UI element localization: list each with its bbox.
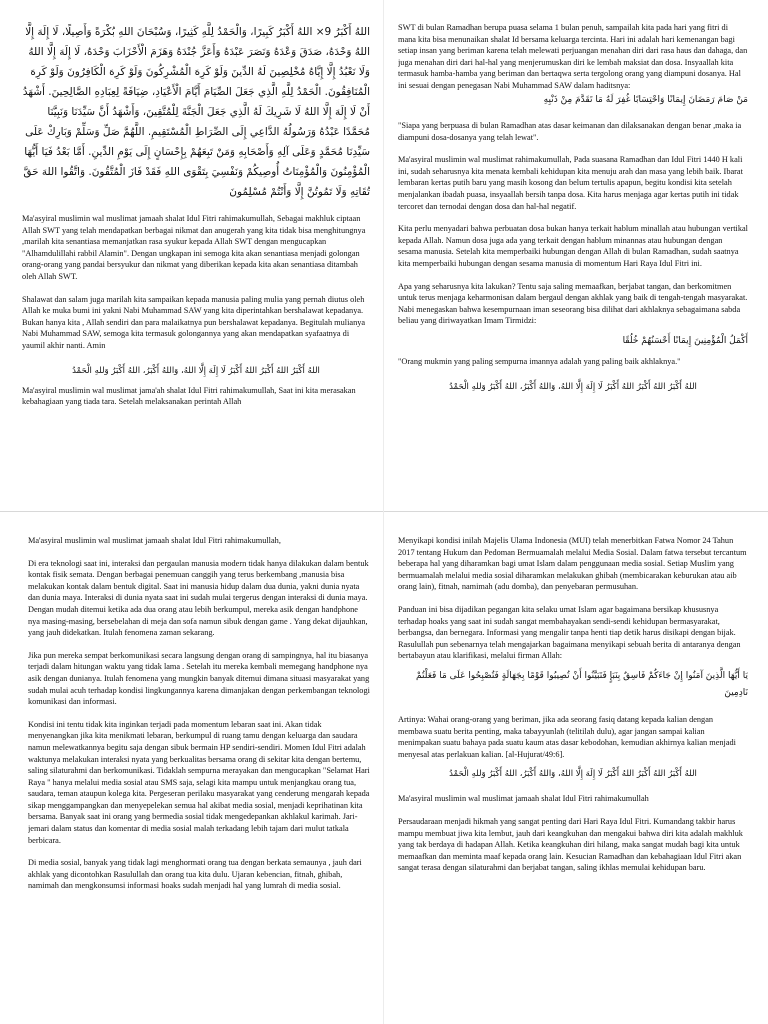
arabic-opening-takbir: اللهُ أَكْبَرُ 9× اللهُ أَكْبَرُ كَبِيرًا، وَالْحَمْدُ لِلَّهِ كَثِيرًا، وَسُبْحَانَ اللهِ بُكْرَةً وَأَصِيلًا، لَا إِلَهَ إِلَّا اللهُ وَحْدَهُ، صَدَقَ وَعْدَهُ وَنَصَرَ عَبْدَهُ وَأَعَزَّ جُنْدَهُ وَهَزَمَ الْأَحْزَابَ وَحْدَهُ، لَا إِلَهَ إِلَّا اللهُ وَلَا نَعْبُدُ إِلَّا إِيَّاهُ مُخْلِصِينَ لَهُ الدِّينَ وَلَوْ كَرِهَ الْمُشْرِكُونَ وَلَوْ كَرِهَ الْكَافِرُونَ وَلَوْ كَرِهَ الْمُنَافِقُونَ. الْحَمْدُ لِلَّهِ الَّذِي جَعَلَ الصِّيَامَ أَيَّامَ الْأَعْيَادِ، ضِيَافَةً لِعِبَادِهِ الصَّالِحِينَ. أَشْهَدُ أَنْ لَا إِلَهَ إِلَّا اللهُ لَا شَرِيكَ لَهُ الَّذِي جَعَلَ الْجَنَّةَ لِلْمُتَّقِينَ، وَأَشْهَدُ أَنَّ سَيِّدَنَا وَنَبِيَّنَا مُحَمَّدًا عَبْدُهُ وَرَسُولُهُ الدَّاعِي إِلَى الصِّرَاطِ الْمُسْتَقِيمِ. اللَّهُمَّ صَلِّ وَسَلِّمْ وَبَارِكْ عَلَى سَيِّدِنَا مُحَمَّدٍ وَعَلَى آلِهِ وَأَصْحَابِهِ وَمَنْ تَبِعَهُمْ بِإِحْسَانٍ إِلَى يَوْمِ الدِّينِ. أَمَّا بَعْدُ فَيَا أَيُّهَا الْمُؤْمِنُونَ وَالْمُؤْمِنَاتُ أُوصِيكُمْ وَنَفْسِيَ بِتَقْوَى اللهِ فَقَدْ فَازَ الْمُتَّقُونَ. وَاتَّقُوا اللهَ حَقَّ تُقَاتِهِ وَلَا تَمُوتُنَّ إِلَّا وَأَنْتُمْ مُسْلِمُونَ (22, 26, 370, 198)
paragraph: Di media sosial, banyak yang tidak lagi menghormati orang tua dengan berkata semaunya , jauh dari akhlak yang dicontohkan Rasulullah dan orang tua kita dulu. Ujaran kebencian, fitnah, ghibah, namimah dan mengkonsumsi informasi hoaks sudah menjadi hal yang lumrah di media sosial. (28, 858, 362, 891)
paragraph: Menyikapi kondisi inilah Majelis Ulama Indonesia (MUI) telah menerbitkan Fatwa Nomor 24 Tahun 2017 tentang Hukum dan Pedoman Bermuamalah melalui Media Sosial. Dalam fatwa tersebut tercantum beberapa hal yang diharamkan bagi umat Islam dalam penggunaan media sosial. Setiap Muslim yang bermuamalah melalui media sosial diharamkan melakukan ghibah (membicarakan keburukan atau aib orang lain), fitnah, namimah (adu domba), dan penyebaran permusuhan. (398, 536, 747, 592)
arabic-takbir: اللهُ أَكْبَرُ اللهُ أَكْبَرُ اللهُ أَكْبَرُ لَا إِلَهَ إِلَّا اللهُ، وَاللهُ أَكْبَرُ، اللهُ أَكْبَرُ وَللهِ الْحَمْدُ (72, 365, 320, 376)
page-divider-vertical (383, 0, 384, 1024)
arabic-takbir: اللهُ أَكْبَرُ اللهُ أَكْبَرُ اللهُ أَكْبَرُ لَا إِلَهَ إِلَّا اللهُ، وَاللهُ أَكْبَرُ، اللهُ أَكْبَرُ وَللهِ الْحَمْدُ (449, 382, 697, 393)
text-block-top-right (398, 22, 748, 490)
paragraph: Jika pun mereka sempat berkomunikasi secara langsung dengan orang di sampingnya, hal itu biasanya terjadi dalam hitungan waktu yang tidak lama . Setelah itu mereka kembali memegang handphone nya asik dengan dunianya. Itulah fenomena yang mungkin banyak ditemui dimana situasi masyarakat yang sudah mulai acuh terhadap kondisi lingkungannya karena dimanjakan dengan perkembangan teknologi komunikasi dan informasi. (28, 650, 370, 707)
paragraph: Kita perlu menyadari bahwa perbuatan dosa bukan hanya terkait hablum minallah atau hubungan vertikal kepada Allah. Namun dosa juga ada yang terkait dengan hablum minannas atau hubungan dengan sesama manusia. Setelah kita memperbaiki hubungan dengan Allah di bulan Ramadhan, sudah saatnya kita memperbaiki hubungan dengan sesama manusia di momentum Hari Raya Idul Fitri ini. (398, 224, 748, 268)
hadith-translation: "Siapa yang berpuasa di bulan Ramadhan atas dasar keimanan dan dilaksanakan dengan benar ,maka ia diampuni dosa-dosanya yang telah lewat". (398, 121, 742, 142)
text-block-bottom-right (398, 535, 748, 1005)
paragraph: Ma'asyiral muslimin wal muslimat rahimakumullah, Pada suasana Ramadhan dan Idul Fitri 1440 H kali ini, sudah seharusnya kita menata kembali kehidupan kita menuju arah dan masa yang lebih baik. Ibarat lembaran kertas putih baru yang masih kosong dan belum tertulis apapun, begitu kondisi kita setelah menjalankan ibadah puasa, insyaallah bersih tanpa dosa. Kita harus menjaga agar kertas putih ini tidak tercoret dan ternodai dengan dosa dan hal-hal negatif. (398, 155, 743, 211)
paragraph: Ma'asyiral muslimin wal muslimat jamaah shalat Idul Fitri rahimakumullah, Sebagai makhluk ciptaan Allah SWT yang telah mendapatkan berbagai nikmat dan anugerah yang kita tidak bisa menghitungnya ,marilah kita senantiasa memanjatkan rasa syukur kepada Allah SWT dengan mengucapkan "Alhamdulillahi rabbil Alamin". Dengan ungkapan ini semoga kita akan senantiasa menjadi golongan orang-orang yang pandai bersyukur dan nikmat yang diberikan kepada kita akan senantiasa ditambah oleh Allah SWT. (22, 214, 366, 281)
text-block-top-left (22, 22, 370, 490)
hadith-translation: "Orang mukmin yang paling sempurna imannya adalah yang paling baik akhlaknya." (398, 357, 681, 367)
paragraph: Persaudaraan menjadi hikmah yang sangat penting dari Hari Raya Idul Fitri. Kumandang takbir harus mampu membuat jiwa kita lembut, jauh dari keangkuhan dan mengakui bahwa diri kita adalah makhluk yang tak berdaya di hadapan Allah. Ketika keangkuhan diri hilang, maka sangat mudah bagi kita untuk memaafkan dan meminta maaf kepada orang lain. Kesucian Ramadhan dan kebahagiaan Idul Fitri akan sangat terasa dengan silaturahmi dan berjabat tangan, saling ikhlas memulai kehidupan baru. (398, 816, 743, 873)
arabic-ayah: يَا أَيُّهَا الَّذِينَ آمَنُوا إِنْ جَاءَكُمْ فَاسِقٌ بِنَبَإٍ فَتَبَيَّنُوا أَنْ تُصِيبُوا قَوْمًا بِجَهَالَةٍ فَتُصْبِحُوا عَلَى مَا فَعَلْتُمْ نَادِمِينَ (416, 670, 748, 699)
paragraph: Di era teknologi saat ini, interaksi dan pergaulan manusia modern tidak hanya dilakukan dalam bentuk kontak fisik semata. Dengan berbagai penemuan canggih yang terus berkembang ,manusia bisa melakukan kontak dalam bentuk digital. Saat ini manusia hidup dalam dua dunia, yakni dunia nyata dan dunia maya. Interaksi di dunia nyata saat ini sudah mulai tergerus dengan interaksi di dunia maya. Dengan mudah ditemui ketika ada dua orang atau lebih berkumpul, mereka asik dengan handphone nya masing-masing, bersebelahan di meja dan sofa namun sibuk dengan game . Yang dekat dijauhkan, yang jauh didekatkan. Itulah fenomena zaman sekarang. (28, 558, 369, 638)
paragraph: Kondisi ini tentu tidak kita inginkan terjadi pada momentum lebaran saat ini. Akan tidak menyenangkan jika kita menikmati lebaran, berkumpul di ruang tamu dengan keluarga dan saudara namun melewatkannya begitu saja dengan sibuk bermain HP sendiri-sendiri. Momen Idul Fitri adalah waktunya melakukan interaksi nyata yang berkualitas bersama orang di sekitar kita dengan bertemu, saling silaturahmi dan berkomunikasi. Tidaklah sempurna merayakan dan mengucapkan "Selamat Hari Raya " hanya melalui media sosial atau SMS saja, selagi kita mampu untuk menjangkau orang tua, saudara, teman ataupun kolega kita. Pergeseran perilaku masyarakat yang cenderung mengarah kepada sikap menggampangkan dan menyepelekan semua hal akibat media sosial, menjadi keprihatinan kita bersama. Banyak saat ini orang yang bermedia sosial tidak mengedepankan akhlakul karimah. Jari-jemari dalam status dan komentar di media sosial malah terkadang lebih tajam dari mulut tatkala berbicara. (28, 719, 370, 845)
page-divider-horizontal (0, 511, 768, 512)
paragraph: Panduan ini bisa dijadikan pegangan kita selaku umat Islam agar bagaimana bersikap khususnya terhadap hoaks yang saat ini sudah sangat membahayakan sendi-sendi kehidupan bermasyarakat, berbangsa, dan bernegara. Informasi yang mengalir tanpa henti tiap detik harus disikapi dengan bijak. Rasulullah pun sebenarnya telah mengajarkan bagaimana menyikapi sebuah berita di antaranya dengan bertabayun atau klarifikasi, melalui firman Allah: (398, 604, 741, 661)
section-heading: Ma'asyiral muslimin wal muslimat jamaah shalat Idul Fitri rahimakumullah, (28, 536, 281, 545)
paragraph: SWT di bulan Ramadhan berupa puasa selama 1 bulan penuh, sampailah kita pada hari yang fitri di mana kita bisa menunaikan shalat Id bersama keluarga tercinta. Hari ini adalah hari kemenangan bagi setiap insan yang beriman karena telah melewati perjuangan menahan diri dari rasa haus dan dahaga, dan juga menahan diri dari hal-hal yang menjerumuskan diri ke lembah maksiat dan dosa. Insyaallah kita termasuk hamba-hamba yang beriman dan bertaqwa serta tergolong orang yang diampuni dosanya. Hal ini sesuai dengan penegasan Nabi Muhammad SAW dalam haditsnya: (398, 23, 748, 90)
paragraph: Shalawat dan salam juga marilah kita sampaikan kepada manusia paling mulia yang pernah diutus oleh Allah ke muka bumi ini yakni Nabi Muhammad SAW yang kita diperintahkan bershalawat kepadanya. Bukan hanya kita , Allah sendiri dan para malaikatnya pun bershalawat kepadanya. Begitulah mulianya Nabi Muhammad SAW, semoga kita termasuk golongannya yang akan mendapatkan syafaatnya di yaumil akhir nanti. Amin (22, 294, 366, 350)
arabic-hadith: مَنْ صَامَ رَمَضَانَ إِيمَانًا وَاحْتِسَابًا غُفِرَ لَهُ مَا تَقَدَّمَ مِنْ ذَنْبِهِ (543, 94, 748, 105)
ayah-translation: Artinya: Wahai orang-orang yang beriman, jika ada seorang fasiq datang kepada kalian dengan membawa suatu berita penting, maka tabayyunlah (telitilah dulu), agar jangan sampai kalian menimpakan suatu bahaya pada suatu kaum atas dasar kebodohan, kemudian akhirnya kalian menjadi menyesal atas perlakuan kalian. [al-Hujurat/49:6]. (398, 714, 736, 759)
paragraph: Ma'asyiral muslimin wal muslimat jama'ah shalat Idul Fitri rahimakumullah, Saat ini kita merasakan kebahagiaan yang tiada tara. Setelah melaksanakan perintah Allah (22, 385, 356, 407)
section-heading: Ma'asyiral muslimin wal muslimat jamaah shalat Idul Fitri rahimakumullah (398, 794, 649, 804)
arabic-hadith: أَكْمَلُ الْمُؤْمِنِينَ إِيمَانًا أَحْسَنُهُمْ خُلُقًا (622, 335, 748, 346)
paragraph: Apa yang seharusnya kita lakukan? Tentu saja saling memaafkan, berjabat tangan, dan berkomitmen untuk terus menjaga keharmonisan dalam bergaul dengan akhlak yang baik di tengah-tengah masyarakat. Nabi menegaskan bahwa kesempurnaan iman seseorang bisa dilihat dari akhlaknya sebagaimana sabda beliau yang diriwayatkan Imam Tirmidzi: (398, 281, 748, 326)
arabic-takbir: اللهُ أَكْبَرُ اللهُ أَكْبَرُ اللهُ أَكْبَرُ لَا إِلَهَ إِلَّا اللهُ، وَاللهُ أَكْبَرُ، اللهُ أَكْبَرُ وَللهِ الْحَمْدُ (449, 769, 697, 780)
text-block-bottom-left (28, 535, 370, 1005)
